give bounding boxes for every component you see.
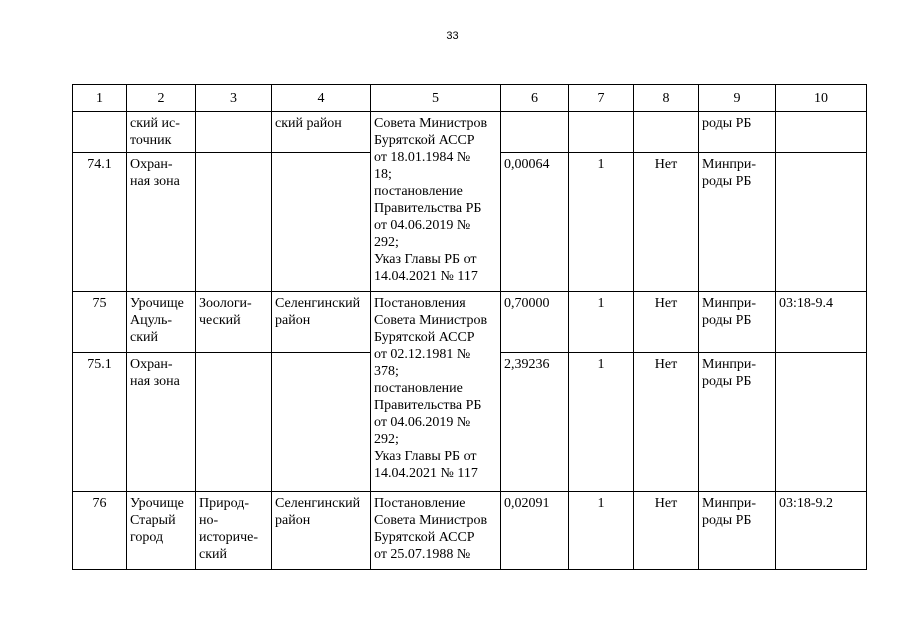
table-cell-flag [634, 112, 699, 153]
table-cell-name: Урочище Старый город [127, 492, 196, 570]
table-cell-flag: Нет [634, 492, 699, 570]
header-row [73, 85, 867, 112]
header-cell: 8 [634, 85, 699, 112]
table-cell-authority: Минпри- роды РБ [699, 353, 776, 492]
table-cell-number: 75 [73, 292, 127, 353]
table-cell-code: 03:18-9.2 [776, 492, 867, 570]
table-cell-profile: Природ- но- историче- ский [196, 492, 272, 570]
table-cell-name: ский ис- точник [127, 112, 196, 153]
header-cell: 6 [501, 85, 569, 112]
table-cell-profile [196, 153, 272, 292]
table-cell-profile [196, 112, 272, 153]
header-cell: 5 [371, 85, 501, 112]
table-cell-area: 0,70000 [501, 292, 569, 353]
table-cell-number: 74.1 [73, 153, 127, 292]
table-cell-name: Охран- ная зона [127, 353, 196, 492]
table-cell-area: 2,39236 [501, 353, 569, 492]
table-cell-count [569, 112, 634, 153]
table-cell-legal-basis: Постановления Совета Министров Бурятской АССР от 02.12.1981 № 378; постановление Правительства РБ от 04.06.2019 № 292; Указ Главы РБ от 14.04.2021 № 117 [371, 292, 501, 492]
table-cell-count: 1 [569, 492, 634, 570]
table-cell-location [272, 353, 371, 492]
table-cell-area: 0,00064 [501, 153, 569, 292]
protected-areas-table [72, 84, 867, 570]
table-cell-legal-basis: Постановление Совета Министров Бурятской АССР от 25.07.1988 № [371, 492, 501, 570]
table-row [73, 292, 867, 353]
table-cell-flag: Нет [634, 353, 699, 492]
table-cell-authority: Минпри- роды РБ [699, 153, 776, 292]
table-cell-authority: роды РБ [699, 112, 776, 153]
table-cell-name: Охран- ная зона [127, 153, 196, 292]
table-cell-count: 1 [569, 353, 634, 492]
table-cell-legal-basis: Совета Министров Бурятской АССР от 18.01.1984 № 18; постановление Правительства РБ от 04.06.2019 № 292; Указ Главы РБ от 14.04.2021 № 117 [371, 112, 501, 292]
table-cell-location: Селенгинский район [272, 292, 371, 353]
header-cell: 3 [196, 85, 272, 112]
table-cell-area [501, 112, 569, 153]
header-cell: 7 [569, 85, 634, 112]
table-row [73, 112, 867, 153]
table-cell-profile [196, 353, 272, 492]
table-cell-flag: Нет [634, 292, 699, 353]
table-row [73, 492, 867, 570]
table-cell-number: 75.1 [73, 353, 127, 492]
table-cell-location [272, 153, 371, 292]
table-cell-code: 03:18-9.4 [776, 292, 867, 353]
table-cell-code [776, 153, 867, 292]
page-number: 33 [446, 30, 459, 42]
header-cell: 4 [272, 85, 371, 112]
header-cell: 10 [776, 85, 867, 112]
table-cell-count: 1 [569, 153, 634, 292]
table-cell-authority: Минпри- роды РБ [699, 492, 776, 570]
table-cell-profile: Зоологи- ческий [196, 292, 272, 353]
table-cell-name: Урочище Ацуль- ский [127, 292, 196, 353]
table-cell-number: 76 [73, 492, 127, 570]
header-cell: 9 [699, 85, 776, 112]
table-cell-flag: Нет [634, 153, 699, 292]
table-cell-area: 0,02091 [501, 492, 569, 570]
header-cell: 2 [127, 85, 196, 112]
table-cell-number [73, 112, 127, 153]
table-cell-location: Селенгинский район [272, 492, 371, 570]
table-cell-authority: Минпри- роды РБ [699, 292, 776, 353]
header-cell: 1 [73, 85, 127, 112]
table-cell-count: 1 [569, 292, 634, 353]
table-cell-code [776, 353, 867, 492]
table-cell-code [776, 112, 867, 153]
table-cell-location: ский район [272, 112, 371, 153]
